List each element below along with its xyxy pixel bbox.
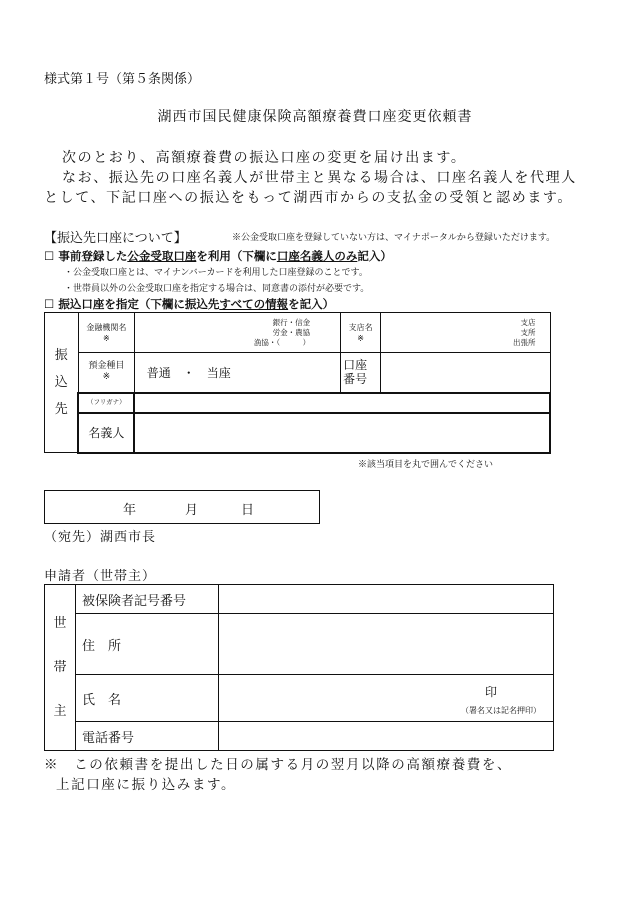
- intro-line-3: として、下記口座への振込をもって湖西市からの支払金の受領と認めます。: [44, 190, 573, 206]
- address-label: 住 所: [75, 614, 218, 675]
- option2-text-b: すべての情報: [219, 297, 289, 311]
- seal-note: （署名又は記名押印）: [461, 706, 541, 715]
- date-field[interactable]: [44, 490, 320, 524]
- branch-field[interactable]: 支店 支所 出張所: [381, 313, 550, 353]
- furigana-field[interactable]: [134, 393, 550, 413]
- option1-bullet-2: ・世帯員以外の公金受取口座を指定する場合は、同意書の添付が必要です。: [64, 284, 370, 294]
- addressee: （宛先）湖西市長: [44, 530, 157, 545]
- deposit-label-cell: 預金種目 ※: [78, 353, 134, 393]
- option1-text-e: 記入）: [357, 249, 392, 263]
- insured-number-field[interactable]: [218, 585, 553, 614]
- applicant-side-label: 世 帯 主: [45, 585, 76, 751]
- bank-account-table: [44, 312, 551, 454]
- date-year-label: 年: [123, 503, 137, 518]
- bank-side-label: 振 込 先: [45, 313, 79, 453]
- footnote-line-1: ※ この依頼書を提出した日の属する月の翌月以降の高額療養費を、: [44, 757, 513, 773]
- circle-note: ※該当項目を丸で囲んでください: [358, 460, 494, 470]
- deposit-type-field[interactable]: 普通 ・ 当座: [134, 353, 340, 393]
- name-field[interactable]: [218, 675, 553, 722]
- section-note: ※公金受取口座を登録していない方は、マイナポータルから登録いただけます。: [232, 233, 556, 243]
- applicant-label: 申請者（世帯主）: [44, 569, 157, 584]
- option1-text-d: 口座名義人のみ: [276, 249, 358, 263]
- option-public-account[interactable]: [44, 248, 392, 264]
- holder-label: 名義人: [78, 413, 134, 453]
- address-field[interactable]: [218, 614, 553, 675]
- phone-label: 電話番号: [75, 722, 218, 751]
- institution-label-cell: 金融機関名 ※: [78, 313, 134, 353]
- branch-label-cell: 支店名 ※: [341, 313, 381, 353]
- institution-field[interactable]: 銀行・信金 労金・農協 漁協・（ ）: [134, 313, 340, 353]
- form-number: 様式第１号（第５条関係）: [44, 72, 201, 87]
- option2-text-c: を記入）: [288, 297, 335, 311]
- phone-field[interactable]: [218, 722, 553, 751]
- page-title: 湖西市国民健康保険高額療養費口座変更依頼書: [157, 109, 473, 125]
- footnote-line-2: 上記口座に振り込みます。: [56, 777, 237, 793]
- intro-line-1: 次のとおり、高額療養費の振込口座の変更を届け出ます。: [62, 150, 467, 166]
- section-heading: 【振込先口座について】: [44, 231, 187, 246]
- date-day-label: 日: [241, 503, 255, 518]
- option1-text-c: を利用（下欄に: [196, 249, 277, 263]
- name-label: 氏 名: [75, 675, 218, 722]
- insured-number-label: 被保険者記号番号: [75, 585, 218, 614]
- account-number-field[interactable]: [381, 353, 550, 393]
- date-month-label: 月: [185, 503, 199, 518]
- applicant-table: [44, 584, 554, 751]
- option-specify-account[interactable]: [44, 296, 334, 312]
- account-number-label: 口座 番号: [341, 353, 381, 393]
- furigana-label: （フリガナ）: [78, 393, 134, 413]
- holder-field[interactable]: [134, 413, 550, 453]
- option1-text-a: 事前登録した: [58, 249, 128, 263]
- seal-mark: 印: [484, 685, 497, 699]
- intro-line-2: なお、振込先の口座名義人が世帯主と異なる場合は、口座名義人を代理人: [62, 170, 577, 186]
- checkbox-public-account[interactable]: ☐: [44, 249, 55, 263]
- option1-text-b: 公金受取口座: [127, 249, 197, 263]
- checkbox-specify-account[interactable]: ☐: [44, 297, 55, 311]
- option2-text-a: 振込口座を指定（下欄に振込先: [58, 297, 220, 311]
- option1-bullet-1: ・公金受取口座とは、マイナンバーカードを利用した口座登録のことです。: [64, 268, 368, 278]
